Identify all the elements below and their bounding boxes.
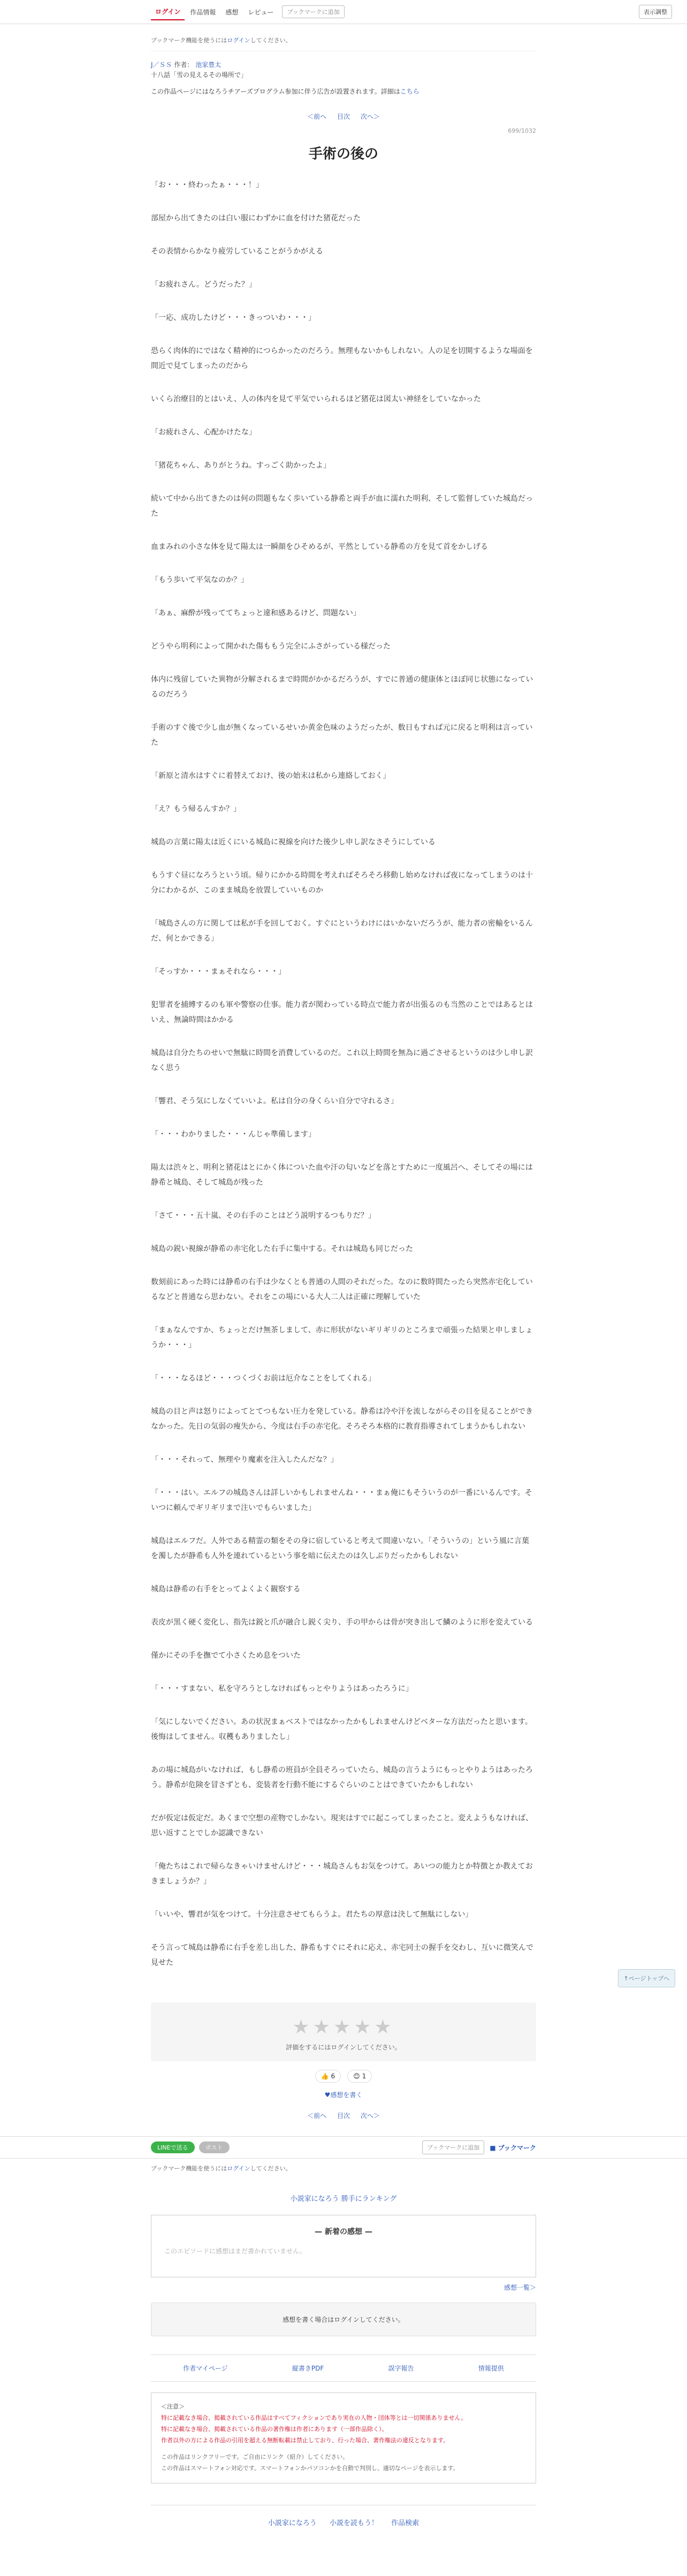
- add-bookmark-button[interactable]: ブックマークに追加: [282, 5, 344, 18]
- novel-paragraph: 「もう歩いて平気なのか？」: [151, 576, 248, 585]
- novel-paragraph: 「俺たちはこれで帰らなきゃいけませんけど・・・城島さんもお気をつけて。あいつの能力とか特徴とか教えておきましょうか？」: [151, 1862, 533, 1886]
- novel-paragraph: 「気にしないでください。あの状況まぁベストではなかったかもしれませんけどベターな方法だったと思います。後悔はしてません。収穫もありましたし」: [151, 1718, 532, 1742]
- kansou-empty-text: このエピソードに感想はまだ書かれていません。: [164, 2247, 306, 2255]
- novel-paragraph: もうすぐ昼になろうという頃。帰りにかかる時間を考えればそろそろ移動し始めなければ夜になってしまうのは十分にわかるが、このまま城島を放置していいものか: [151, 871, 533, 895]
- vertical-pdf-link[interactable]: 縦書きPDF: [292, 2365, 324, 2373]
- share-bar: [151, 2137, 536, 2158]
- footer-links: [151, 2354, 536, 2382]
- novel-paragraph: 部屋から出てきたのは白い服にわずかに血を付けた猪花だった: [151, 214, 361, 223]
- novel-paragraph: 数刻前にあった時には静希の右手は少なくとも普通の人間のそれだった。なのに数時間たったら突然赤宅化しているなどと普通なら思わない。それをこの場にいる大人二人は正確に理解していた: [151, 1278, 533, 1302]
- attention-title: ＜注意＞: [161, 2403, 185, 2411]
- novel-paragraph: 「お・・・終わったぁ・・・！」: [151, 181, 263, 190]
- login-notice: ブックマーク機能を使うにはログインしてください。: [151, 24, 536, 51]
- novel-paragraph: そう言って城島は静希に右手を差し出した、静希もすぐにそれに応え、赤宅同士の握手を交わし、互いに微笑んで見せた: [151, 1944, 533, 1968]
- novel-paragraph: あの場に城島がいなければ、もし静希の班員が全員そろっていたら、城島の言うようにもっとやりようはあったろう。静希が危険を冒さずとも、変装者を行動不能にするぐらいのことはできていたかもしれない: [151, 1766, 533, 1790]
- author-mypage-link[interactable]: 作者マイページ: [183, 2365, 228, 2373]
- novel-paragraph: 陽太は渋々と、明利と猪花はとにかく体についた血や汗の匂いなどを落とすために一度風呂へ、そしてその場には静希と城島、そして城島が残った: [151, 1163, 533, 1187]
- reaction-buttons: [151, 2070, 536, 2083]
- novel-paragraph: 手術のすぐ後で少し血が無くなっているせいか黄金色味のようだったが、数日もすれば元に戻ると明利は言っていた: [151, 723, 533, 748]
- novel-paragraph: 体内に残留していた異物が分解されるまで時間がかかるだろうが、すでに普通の健康体とほぼ同じ状態になっているのだろう: [151, 675, 533, 699]
- novel-paragraph: 城島は静希の右手をとってよくよく観察する: [151, 1585, 301, 1594]
- novel-paragraph: 続いて中から出てきたのは何の問題もなく歩いている静希と両手が血に濡れた明利、そして監督していた城島だった: [151, 494, 533, 519]
- add-bookmark-button-bottom[interactable]: ブックマークに追加: [422, 2140, 484, 2154]
- bottom-pager: [151, 2111, 536, 2120]
- top-navbar: [0, 0, 687, 24]
- bookmark-link[interactable]: ■ ブックマーク: [490, 2144, 536, 2152]
- reaction-thumbs-up[interactable]: 👍 6: [315, 2070, 341, 2083]
- novel-paragraph: どうやら明利によって開かれた傷ももう完全にふさがっている様だった: [151, 642, 391, 651]
- line-share-button[interactable]: LINEで送る: [151, 2141, 195, 2153]
- author-link[interactable]: 池家豊太: [195, 61, 222, 68]
- prev-link[interactable]: ＜前へ: [307, 113, 327, 121]
- episode-counter: 699/1032: [508, 127, 536, 135]
- notice-login-link[interactable]: ログイン: [227, 37, 250, 44]
- novel-paragraph: 恐らく肉体的にではなく精神的につらかったのだろう。無理もないかもしれない。人の足を切開するような場面を間近で見てしまったのだから: [151, 347, 533, 371]
- novel-paragraph: その表情からかなり疲労していることがうかがえる: [151, 247, 323, 256]
- x-post-button[interactable]: ポスト: [199, 2141, 230, 2153]
- new-kansou-heading: — 新着の感想 —: [315, 2228, 372, 2237]
- yomou-link[interactable]: 小説を読もう！: [329, 2519, 378, 2527]
- novel-paragraph: 城島の目と声は怒りによってとてつもない圧力を発している。静希は冷や汗を流しながらその目を見ることができなかった。先日の気弱の痩失から、今度は右手の赤宅化。そろそろ本格的に教育指導されてしまうかもしれない: [151, 1407, 533, 1431]
- novel-paragraph: 「いいや、響君が気をつけて。十分注意させてもらうよ。君たちの厚意は決して無駄にしない」: [151, 1910, 473, 1919]
- novel-paragraph: 「お疲れさん、心配かけたな」: [151, 428, 256, 437]
- novel-paragraph: 「お疲れさん。どうだった？」: [151, 280, 256, 289]
- smile-icon: 😊: [353, 2072, 360, 2080]
- attention-box: ＜注意＞ 特に記載なき場合、掲載されている作品はすべてフィクションであり実在の人物・団体等とは一切関係ありません。 特に記載なき場合、掲載されている作品の著作権は作者にあります（一部作品除く）。 作者以外の方による作品の引用を超える無断転載は禁止しており、行った場合、著作権法の違反となります。 この作品はリンクフリーです。ご自由にリンク（紹介）してください。 この作品はスマートフォン対応です。スマートフォンかパソコンかを自動で判別し、適切なページを表示します。: [151, 2392, 536, 2483]
- ranking-link[interactable]: 小説家になろう 勝手にランキング: [290, 2195, 397, 2204]
- novel-paragraph: 僅かにその手を撫でて小さくため息をついた: [151, 1651, 301, 1660]
- author-label: 作者：: [174, 61, 194, 68]
- chapter-title: 手術の後の: [308, 146, 378, 163]
- novel-paragraph: 「・・・はい。エルフの城島さんは詳しいかもしれませんね・・・まぁ俺にもそういうのが一番にいるんです。そいつに頼んでギリギリまで注いでもらいました」: [151, 1489, 532, 1513]
- notice-login-link-bottom[interactable]: ログイン: [227, 2165, 250, 2173]
- series-info: [151, 60, 536, 80]
- novel-paragraph: 「新原と清水はすぐに着替えておけ、後の始末は私から連絡しておく」: [151, 772, 391, 781]
- typo-report-link[interactable]: 誤字報告: [388, 2365, 414, 2373]
- main-content: [151, 24, 536, 2120]
- chapter-group: 十八話「雪の見えるその場所で」: [151, 71, 248, 79]
- novel-paragraph: 「・・・すまない、私を守ろうとしなければもっとやりようはあったろうに」: [151, 1685, 413, 1694]
- display-settings-button[interactable]: 表示調整: [639, 5, 672, 19]
- thumbs-up-icon: 👍: [320, 2072, 329, 2080]
- novel-paragraph: 城島はエルフだ。人外である精霊の類をその身に宿していると考えて間違いない。「そういうの」という風に言葉を濁したが静希も人外を連れているという事を暗に伝えたのは久しぶりだったかもしれない: [151, 1537, 529, 1561]
- novel-paragraph: 「え？もう帰るんすか？」: [151, 805, 241, 814]
- reaction-smile[interactable]: 😊 1: [347, 2070, 372, 2083]
- narou-link[interactable]: 小説家になろう: [268, 2519, 317, 2527]
- rating-stars[interactable]: ★★★★★: [292, 2016, 395, 2039]
- new-kansou-box: [151, 2215, 536, 2277]
- novel-paragraph: 「そっすか・・・まぁそれなら・・・」: [151, 967, 286, 977]
- novel-paragraph: 「猪花ちゃん、ありがとうね。すっごく助かったよ」: [151, 461, 331, 470]
- kansou-login-box: 感想を書く場合はログインしてください。: [151, 2303, 536, 2336]
- rating-box: [151, 2002, 536, 2061]
- kansou-all-link[interactable]: 感想一覧＞: [503, 2284, 536, 2292]
- site-footer: [151, 2505, 536, 2527]
- novel-paragraph: 「響君、そう気にしなくていいよ。私は自分の身くらい自分で守れるさ」: [151, 1097, 398, 1106]
- next-link[interactable]: 次へ＞: [360, 113, 380, 121]
- search-link[interactable]: 作品検索: [391, 2519, 419, 2527]
- write-kansou-link[interactable]: ♥感想を書く: [324, 2091, 363, 2099]
- novel-paragraph: いくら治療目的とはいえ、人の体内を見て平気でいられるほど猪花は図太い神経をしていなかった: [151, 395, 481, 404]
- work-info-link[interactable]: 作品情報: [190, 8, 216, 16]
- series-title-link[interactable]: J／ＳＳ: [151, 61, 172, 68]
- novel-paragraph: 「まぁなんですか、ちょっとだけ無茶しまして、赤に形状がないギリギリのところまで頑張った結果と申しましょうか・・・」: [151, 1326, 533, 1350]
- novel-paragraph: 「あぁ、麻酔が残っててちょっと違和感あるけど、問題ない」: [151, 609, 361, 618]
- kansou-nav-link[interactable]: 感想: [225, 8, 239, 16]
- novel-paragraph: 表皮が黒く硬く変化し、指先は鋭と爪が融合し鋭く尖り、手の甲からは骨が突き出して鱗のように形を変えている: [151, 1618, 533, 1627]
- novel-paragraph: 「・・・わかりました・・・んじゃ準備します」: [151, 1130, 316, 1139]
- novel-paragraph: 「一応、成功したけど・・・きっついわ・・・」: [151, 314, 316, 323]
- ad-info-line: この作品ページにはなろうチアーズプログラム参加に伴う広告が設置されます。詳細はこちら: [151, 88, 419, 96]
- index-link-bottom[interactable]: 目次: [337, 2112, 350, 2120]
- novel-paragraph: 犯罪者を捕縛するのも軍や警察の仕事。能力者が関わっている時点で能力者が出張るのも当然のことではあるとはいえ、無論時間はかかる: [151, 1001, 533, 1025]
- novel-paragraph: 血まみれの小さな体を見て陽太は一瞬顔をひそめるが、平然としている静希の方を見て首をかしげる: [151, 543, 488, 552]
- novel-paragraph: だが仮定は仮定だ。あくまで空想の産物でしかない。現実はすでに起こってしまったこと。変えようもなければ、思い返すことでしか認識できない: [151, 1814, 533, 1838]
- page-top-button[interactable]: ↑ページトップへ: [618, 1969, 675, 1987]
- info-provide-link[interactable]: 情報提供: [478, 2365, 504, 2373]
- review-nav-link[interactable]: レビュー: [248, 8, 274, 16]
- top-pager: [151, 112, 536, 121]
- novel-paragraph: 「・・・それって、無理やり魔素を注入したんだな？」: [151, 1455, 338, 1465]
- novel-paragraph: 城島の鋭い視線が静希の赤宅化した右手に集中する。それは城島も同じだった: [151, 1245, 413, 1254]
- novel-paragraph: 「・・・なるほど・・・つくづくお前は厄介なことをしてくれる」: [151, 1374, 376, 1383]
- novel-paragraph: 「城島さんの方に関しては私が手を回しておく。すぐにというわけにはいかないだろうが、能力者の密輸をいるんだ、何とかできる」: [151, 919, 533, 943]
- next-link-bottom[interactable]: 次へ＞: [360, 2112, 380, 2120]
- ad-info-link[interactable]: こちら: [400, 88, 419, 96]
- rating-note: 評価をするにはログインしてください。: [286, 2044, 401, 2052]
- novel-body: [151, 178, 536, 1970]
- index-link[interactable]: 目次: [337, 113, 350, 121]
- novel-paragraph: 城島は自分たちのせいで無駄に時間を消費しているのだ。これ以上時間を無為に過ごさせるというのは少し申し訳なく思う: [151, 1049, 533, 1073]
- prev-link-bottom[interactable]: ＜前へ: [307, 2112, 327, 2120]
- novel-paragraph: 城島の言葉に陽太は近くにいる城島に視線を向けた後少し申し訳なさそうにしている: [151, 838, 436, 847]
- login-link[interactable]: ログイン: [151, 4, 185, 20]
- novel-paragraph: 「さて・・・五十嵐、その右手のことはどう説明するつもりだ？」: [151, 1211, 376, 1221]
- login-notice-bottom: ブックマーク機能を使うにはログインしてください。: [151, 2165, 292, 2173]
